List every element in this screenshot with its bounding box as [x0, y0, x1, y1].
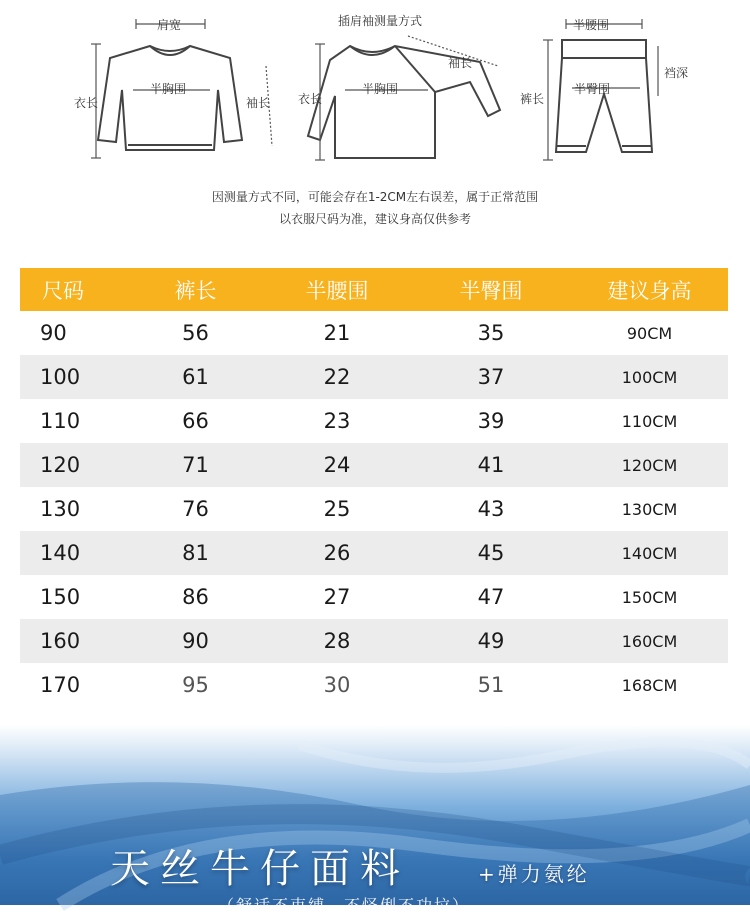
pants-thigh-label: 半臀围 — [574, 82, 611, 96]
raglan-title: 插肩袖测量方式 — [338, 14, 423, 28]
cell-half-waist: 28 — [323, 629, 351, 653]
sweater-chest-label: 半胸围 — [150, 82, 187, 96]
table-row — [20, 487, 728, 531]
cell-half-hip: 51 — [477, 673, 505, 697]
raglan-chest-label: 半胸围 — [362, 82, 399, 96]
table-row — [20, 399, 728, 443]
cell-size: 100 — [40, 365, 81, 389]
table-row — [20, 355, 728, 399]
cell-half-hip: 39 — [477, 409, 505, 433]
cell-pants-length: 86 — [182, 585, 209, 609]
cell-size: 120 — [40, 453, 81, 477]
header-size: 尺码 — [42, 278, 84, 303]
cell-half-waist: 30 — [323, 673, 351, 697]
fabric-plus-text: +弹力氨纶 — [478, 862, 590, 886]
cell-pants-length: 95 — [182, 673, 209, 697]
cell-size: 110 — [40, 409, 81, 433]
cell-half-waist: 23 — [323, 409, 351, 433]
cell-half-waist: 27 — [323, 585, 351, 609]
cell-height: 168CM — [621, 675, 678, 695]
fabric-banner — [0, 725, 750, 915]
pants-length-label: 裤长 — [520, 92, 545, 106]
pants-waist-label: 半腰围 — [573, 18, 610, 32]
raglan-sleeve-label: 袖长 — [448, 56, 473, 70]
raglan-length-label: 衣长 — [298, 92, 323, 106]
cell-half-waist: 22 — [323, 365, 351, 389]
cell-pants-length: 71 — [182, 453, 209, 477]
cell-half-hip: 47 — [477, 585, 505, 609]
size-table-header — [20, 268, 728, 311]
measure-note-line1: 因测量方式不同，可能会存在1-2CM左右误差，属于正常范围 — [211, 190, 539, 204]
header-pants-length: 裤长 — [174, 278, 217, 303]
cell-half-hip: 37 — [477, 365, 505, 389]
cell-pants-length: 61 — [182, 365, 209, 389]
cell-size: 140 — [40, 541, 81, 565]
pants-rise-label: 裆深 — [664, 66, 689, 80]
cell-half-hip: 43 — [477, 497, 505, 521]
cell-height: 140CM — [621, 543, 678, 563]
cell-half-waist: 25 — [323, 497, 351, 521]
sweater-length-label: 衣长 — [74, 96, 99, 110]
table-row — [20, 443, 728, 487]
cell-half-hip: 45 — [477, 541, 505, 565]
cell-pants-length: 81 — [182, 541, 209, 565]
cell-height: 150CM — [621, 587, 678, 607]
sweater-sleeve-label: 袖长 — [246, 96, 271, 110]
measure-note-line2: 以衣服尺码为准，建议身高仅供参考 — [278, 212, 471, 226]
cell-height: 160CM — [621, 631, 678, 651]
header-half-hip: 半臀围 — [459, 278, 523, 303]
cell-half-hip: 41 — [477, 453, 505, 477]
cell-half-waist: 26 — [323, 541, 351, 565]
cell-size: 130 — [40, 497, 81, 521]
cell-pants-length: 90 — [182, 629, 209, 653]
table-row — [20, 663, 728, 707]
cell-size: 90 — [40, 321, 67, 345]
cell-height: 110CM — [621, 411, 678, 431]
header-half-waist: 半腰围 — [305, 278, 369, 303]
cell-pants-length: 56 — [182, 321, 209, 345]
cell-height: 90CM — [626, 323, 673, 343]
table-row — [20, 619, 728, 663]
table-row — [20, 311, 728, 355]
cell-size: 150 — [40, 585, 81, 609]
fabric-title: 天丝牛仔面料 — [110, 846, 410, 892]
cell-half-waist: 24 — [323, 453, 351, 477]
cell-height: 120CM — [621, 455, 678, 475]
table-row — [20, 575, 728, 619]
shoulder-label: 肩宽 — [157, 18, 182, 32]
table-row — [20, 531, 728, 575]
cell-pants-length: 76 — [182, 497, 209, 521]
header-suggested-height: 建议身高 — [607, 278, 692, 303]
cell-pants-length: 66 — [182, 409, 209, 433]
cell-size: 160 — [40, 629, 81, 653]
cell-height: 130CM — [621, 499, 678, 519]
cell-height: 100CM — [621, 367, 678, 387]
measurement-diagram — [0, 0, 750, 250]
cell-half-hip: 35 — [477, 321, 505, 345]
size-table — [20, 268, 728, 707]
cell-half-hip: 49 — [477, 629, 505, 653]
fabric-tagline: （舒适不束缚，不怪俐不功垃） — [218, 896, 471, 915]
cell-size: 170 — [40, 673, 81, 697]
cell-half-waist: 21 — [323, 321, 351, 345]
